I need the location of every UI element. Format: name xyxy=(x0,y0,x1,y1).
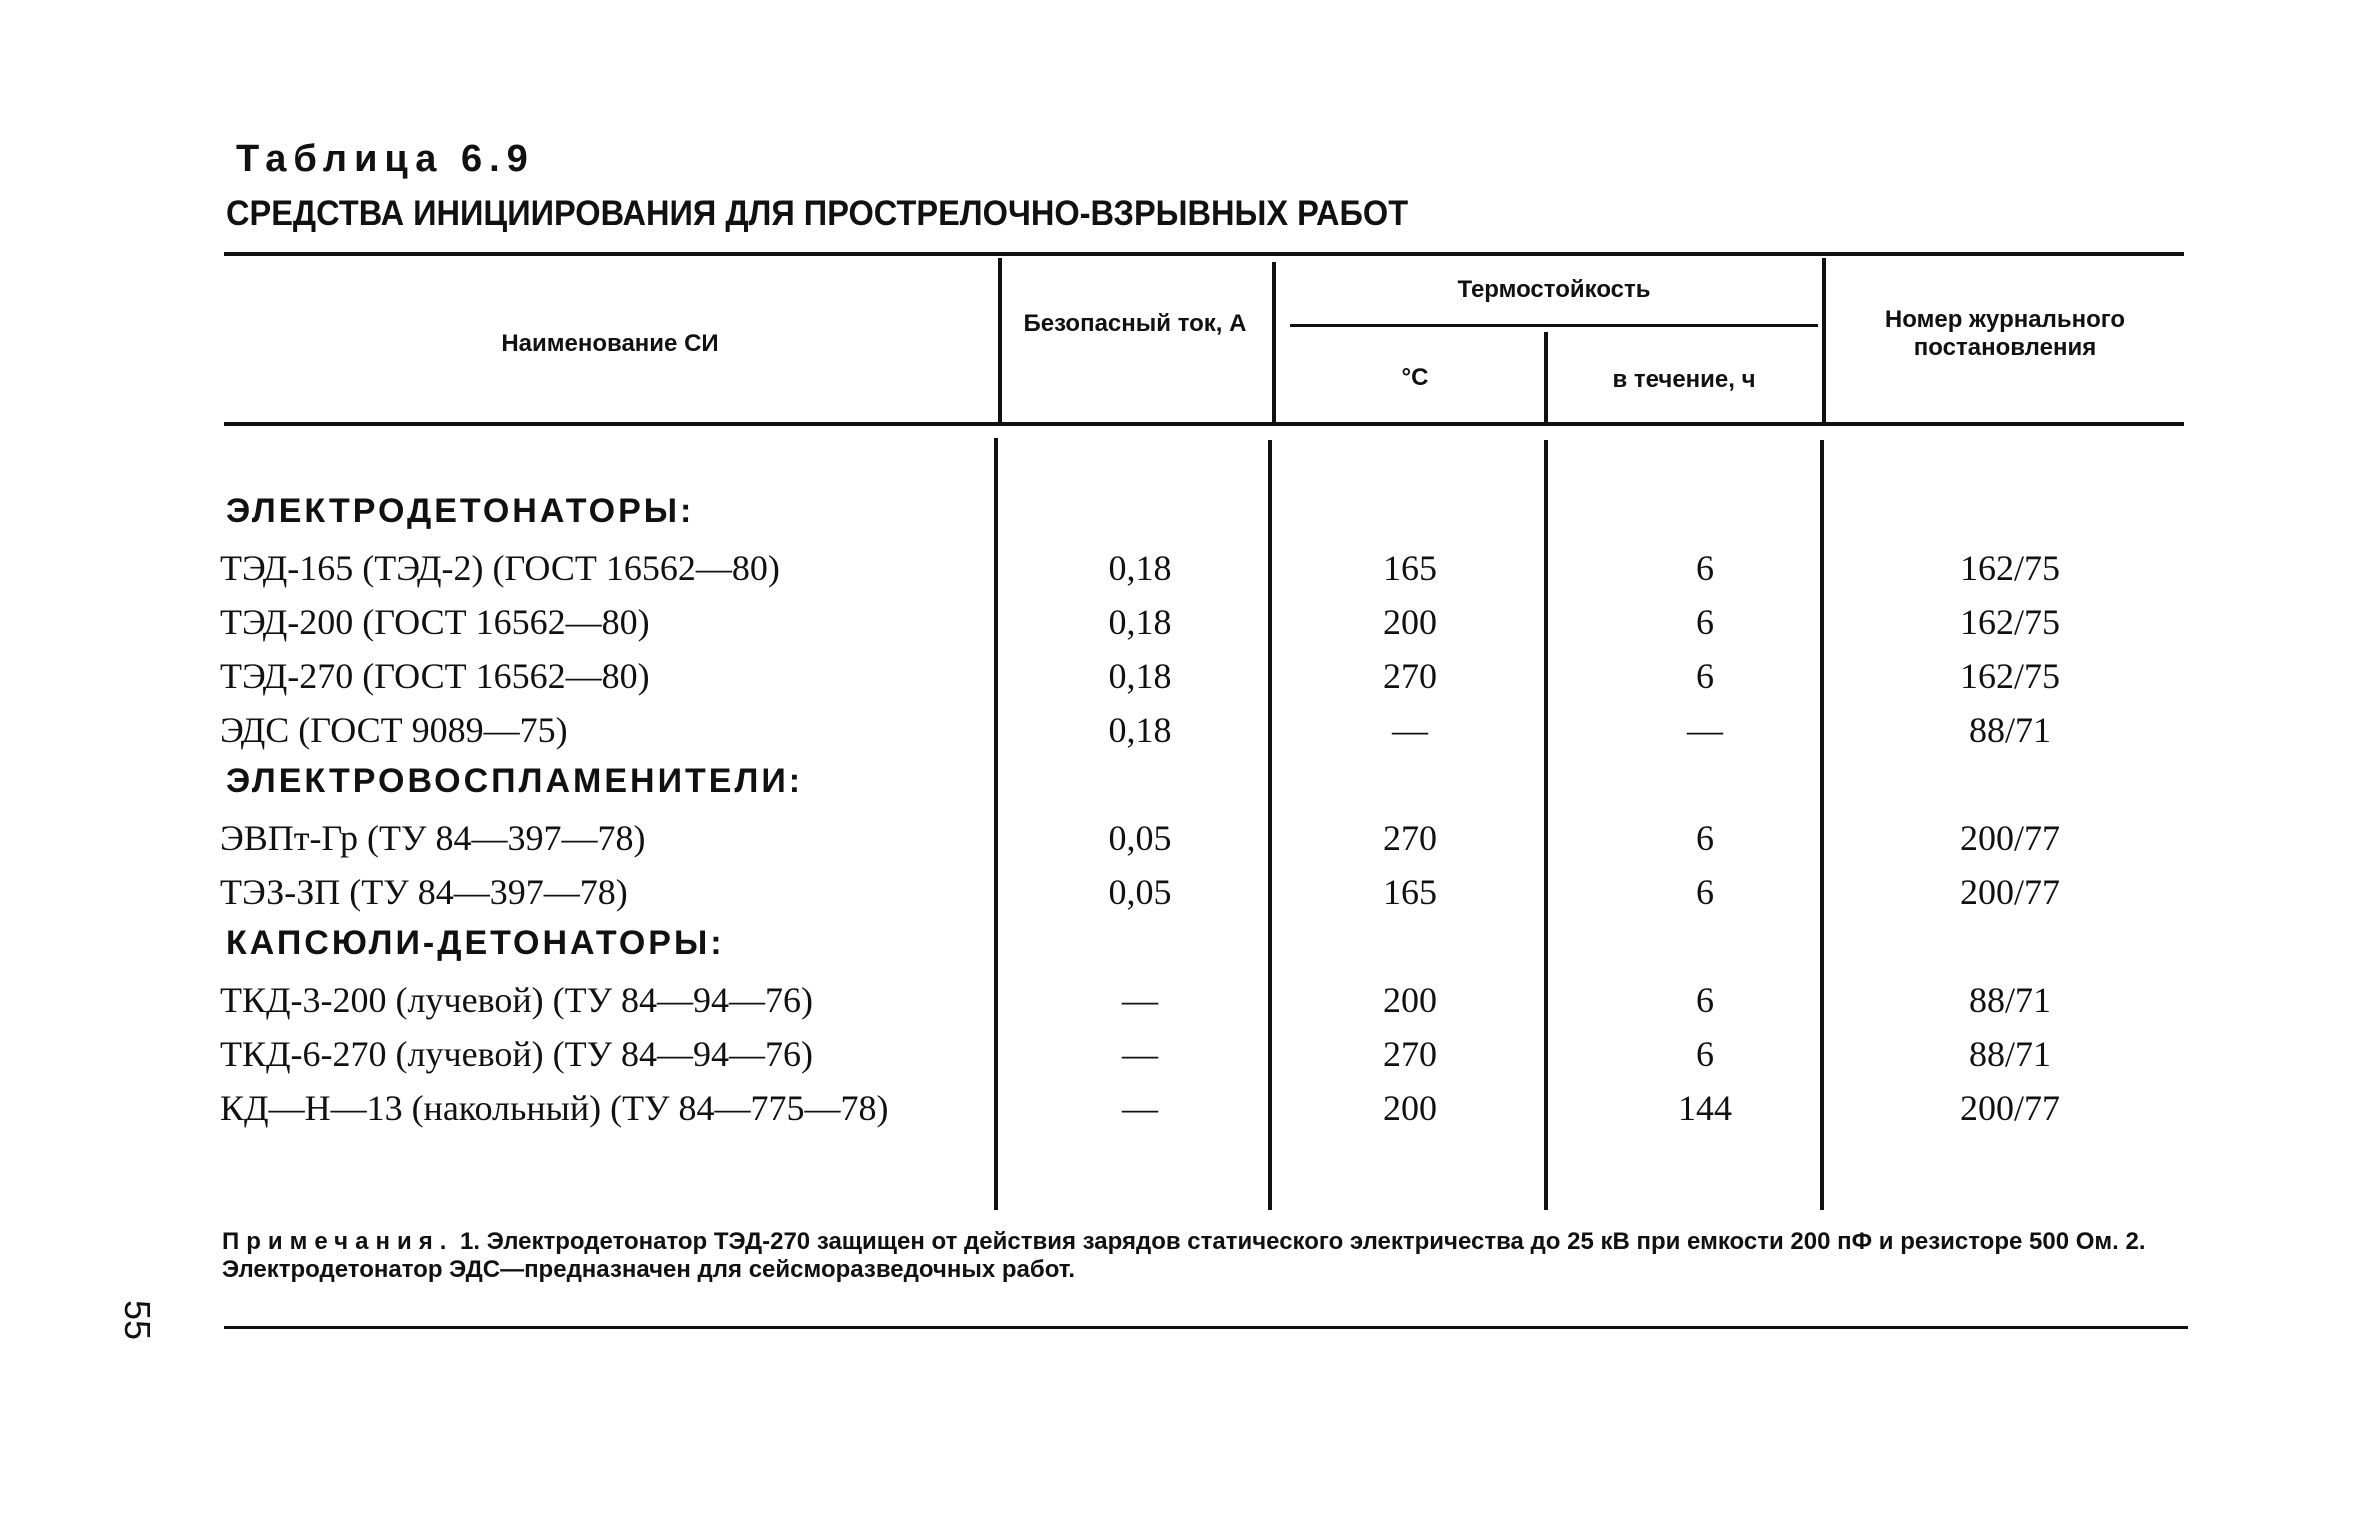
row-name: ЭВПт-Гр (ТУ 84—397—78) xyxy=(220,818,646,858)
row-deg: 200 xyxy=(1383,1088,1437,1128)
header-name: Наименование СИ xyxy=(501,330,719,357)
row-hours: 6 xyxy=(1696,1034,1714,1074)
row-current: 0,18 xyxy=(1108,548,1172,588)
row-name: ТКД-6-270 (лучевой) (ТУ 84—94—76) xyxy=(220,1034,814,1074)
row-current: — xyxy=(1122,1088,1158,1128)
row-hours: 6 xyxy=(1696,818,1714,858)
note-label: Примечания. xyxy=(222,1228,454,1255)
row-current: 0,18 xyxy=(1108,656,1172,696)
row-hours: 6 xyxy=(1696,656,1714,696)
row-deg: 270 xyxy=(1383,818,1437,858)
page-number: 55 xyxy=(117,1300,158,1341)
header-journal: Номер журнального постановления xyxy=(1884,306,2126,361)
row-current: 0,05 xyxy=(1108,872,1172,912)
header-bottom-rule xyxy=(224,422,2184,426)
row-hours: 6 xyxy=(1696,548,1714,588)
row-hours: 6 xyxy=(1696,602,1714,642)
row-hours: 6 xyxy=(1696,872,1714,912)
header-divider-2 xyxy=(1272,262,1276,422)
top-rule xyxy=(224,252,2184,256)
header-divider-3 xyxy=(1544,332,1548,422)
header-duration: в течение, ч xyxy=(1612,366,1756,393)
row-current: — xyxy=(1122,1034,1158,1074)
row-name: КД—Н—13 (накольный) (ТУ 84—775—78) xyxy=(220,1088,889,1128)
table-title: СРЕДСТВА ИНИЦИИРОВАНИЯ ДЛЯ ПРОСТРЕЛОЧНО-ВЗРЫВНЫХ РАБОТ xyxy=(226,194,1409,233)
section-title: ЭЛЕКТРОДЕТОНАТОРЫ: xyxy=(226,492,695,530)
row-name: ТКД-3-200 (лучевой) (ТУ 84—94—76) xyxy=(220,980,814,1020)
row-name: ЭДС (ГОСТ 9089—75) xyxy=(220,710,568,750)
row-journal: 162/75 xyxy=(1959,602,2060,642)
row-current: — xyxy=(1122,980,1158,1020)
row-journal: 200/77 xyxy=(1959,1088,2060,1128)
header-divider-4 xyxy=(1822,258,1826,422)
header-heat: Термостойкость xyxy=(1457,276,1651,303)
row-deg: 200 xyxy=(1383,602,1437,642)
row-journal: 88/71 xyxy=(1968,710,2051,750)
row-deg: 270 xyxy=(1383,656,1437,696)
section-title: КАПСЮЛИ-ДЕТОНАТОРЫ: xyxy=(226,924,725,962)
row-name: ТЭД-165 (ТЭД-2) (ГОСТ 16562—80) xyxy=(220,548,780,588)
body-divider-3 xyxy=(1544,440,1548,1210)
row-deg: 165 xyxy=(1383,548,1437,588)
row-name: ТЭД-200 (ГОСТ 16562—80) xyxy=(220,602,650,642)
body-divider-4 xyxy=(1820,440,1824,1210)
row-hours: 6 xyxy=(1696,980,1714,1020)
bottom-rule xyxy=(224,1326,2188,1329)
row-current: 0,18 xyxy=(1108,710,1172,750)
table-caption: Таблица 6.9 xyxy=(236,138,535,180)
row-journal: 88/71 xyxy=(1968,980,2051,1020)
row-journal: 162/75 xyxy=(1959,548,2060,588)
body-divider-2 xyxy=(1268,440,1272,1210)
row-current: 0,05 xyxy=(1108,818,1172,858)
heat-subrule xyxy=(1290,324,1818,327)
row-current: 0,18 xyxy=(1108,602,1172,642)
row-name: ТЭЗ-ЗП (ТУ 84—397—78) xyxy=(220,872,628,912)
row-journal: 200/77 xyxy=(1959,872,2060,912)
row-journal: 162/75 xyxy=(1959,656,2060,696)
note-text: 1. Электродетонатор ТЭД-270 защищен от действия зарядов статического электричества до 25 кВ при емкости 200 пФ и резисторе 500 Ом. 2. Электродетонатор ЭДС—предназначен для сейсморазведочных работ. xyxy=(222,1228,2146,1283)
body-divider-1 xyxy=(994,438,998,1210)
row-hours: 144 xyxy=(1678,1088,1732,1128)
row-deg: — xyxy=(1392,710,1428,750)
section-title: ЭЛЕКТРОВОСПЛАМЕНИТЕЛИ: xyxy=(226,762,804,800)
header-divider-1 xyxy=(998,258,1002,422)
row-hours: — xyxy=(1687,710,1723,750)
row-deg: 270 xyxy=(1383,1034,1437,1074)
header-current: Безопасный ток, А xyxy=(1023,310,1247,337)
row-name: ТЭД-270 (ГОСТ 16562—80) xyxy=(220,656,650,696)
row-journal: 200/77 xyxy=(1959,818,2060,858)
row-deg: 165 xyxy=(1383,872,1437,912)
table-note xyxy=(222,1228,2222,1284)
row-journal: 88/71 xyxy=(1968,1034,2051,1074)
header-deg: °С xyxy=(1401,364,1429,391)
row-deg: 200 xyxy=(1383,980,1437,1020)
